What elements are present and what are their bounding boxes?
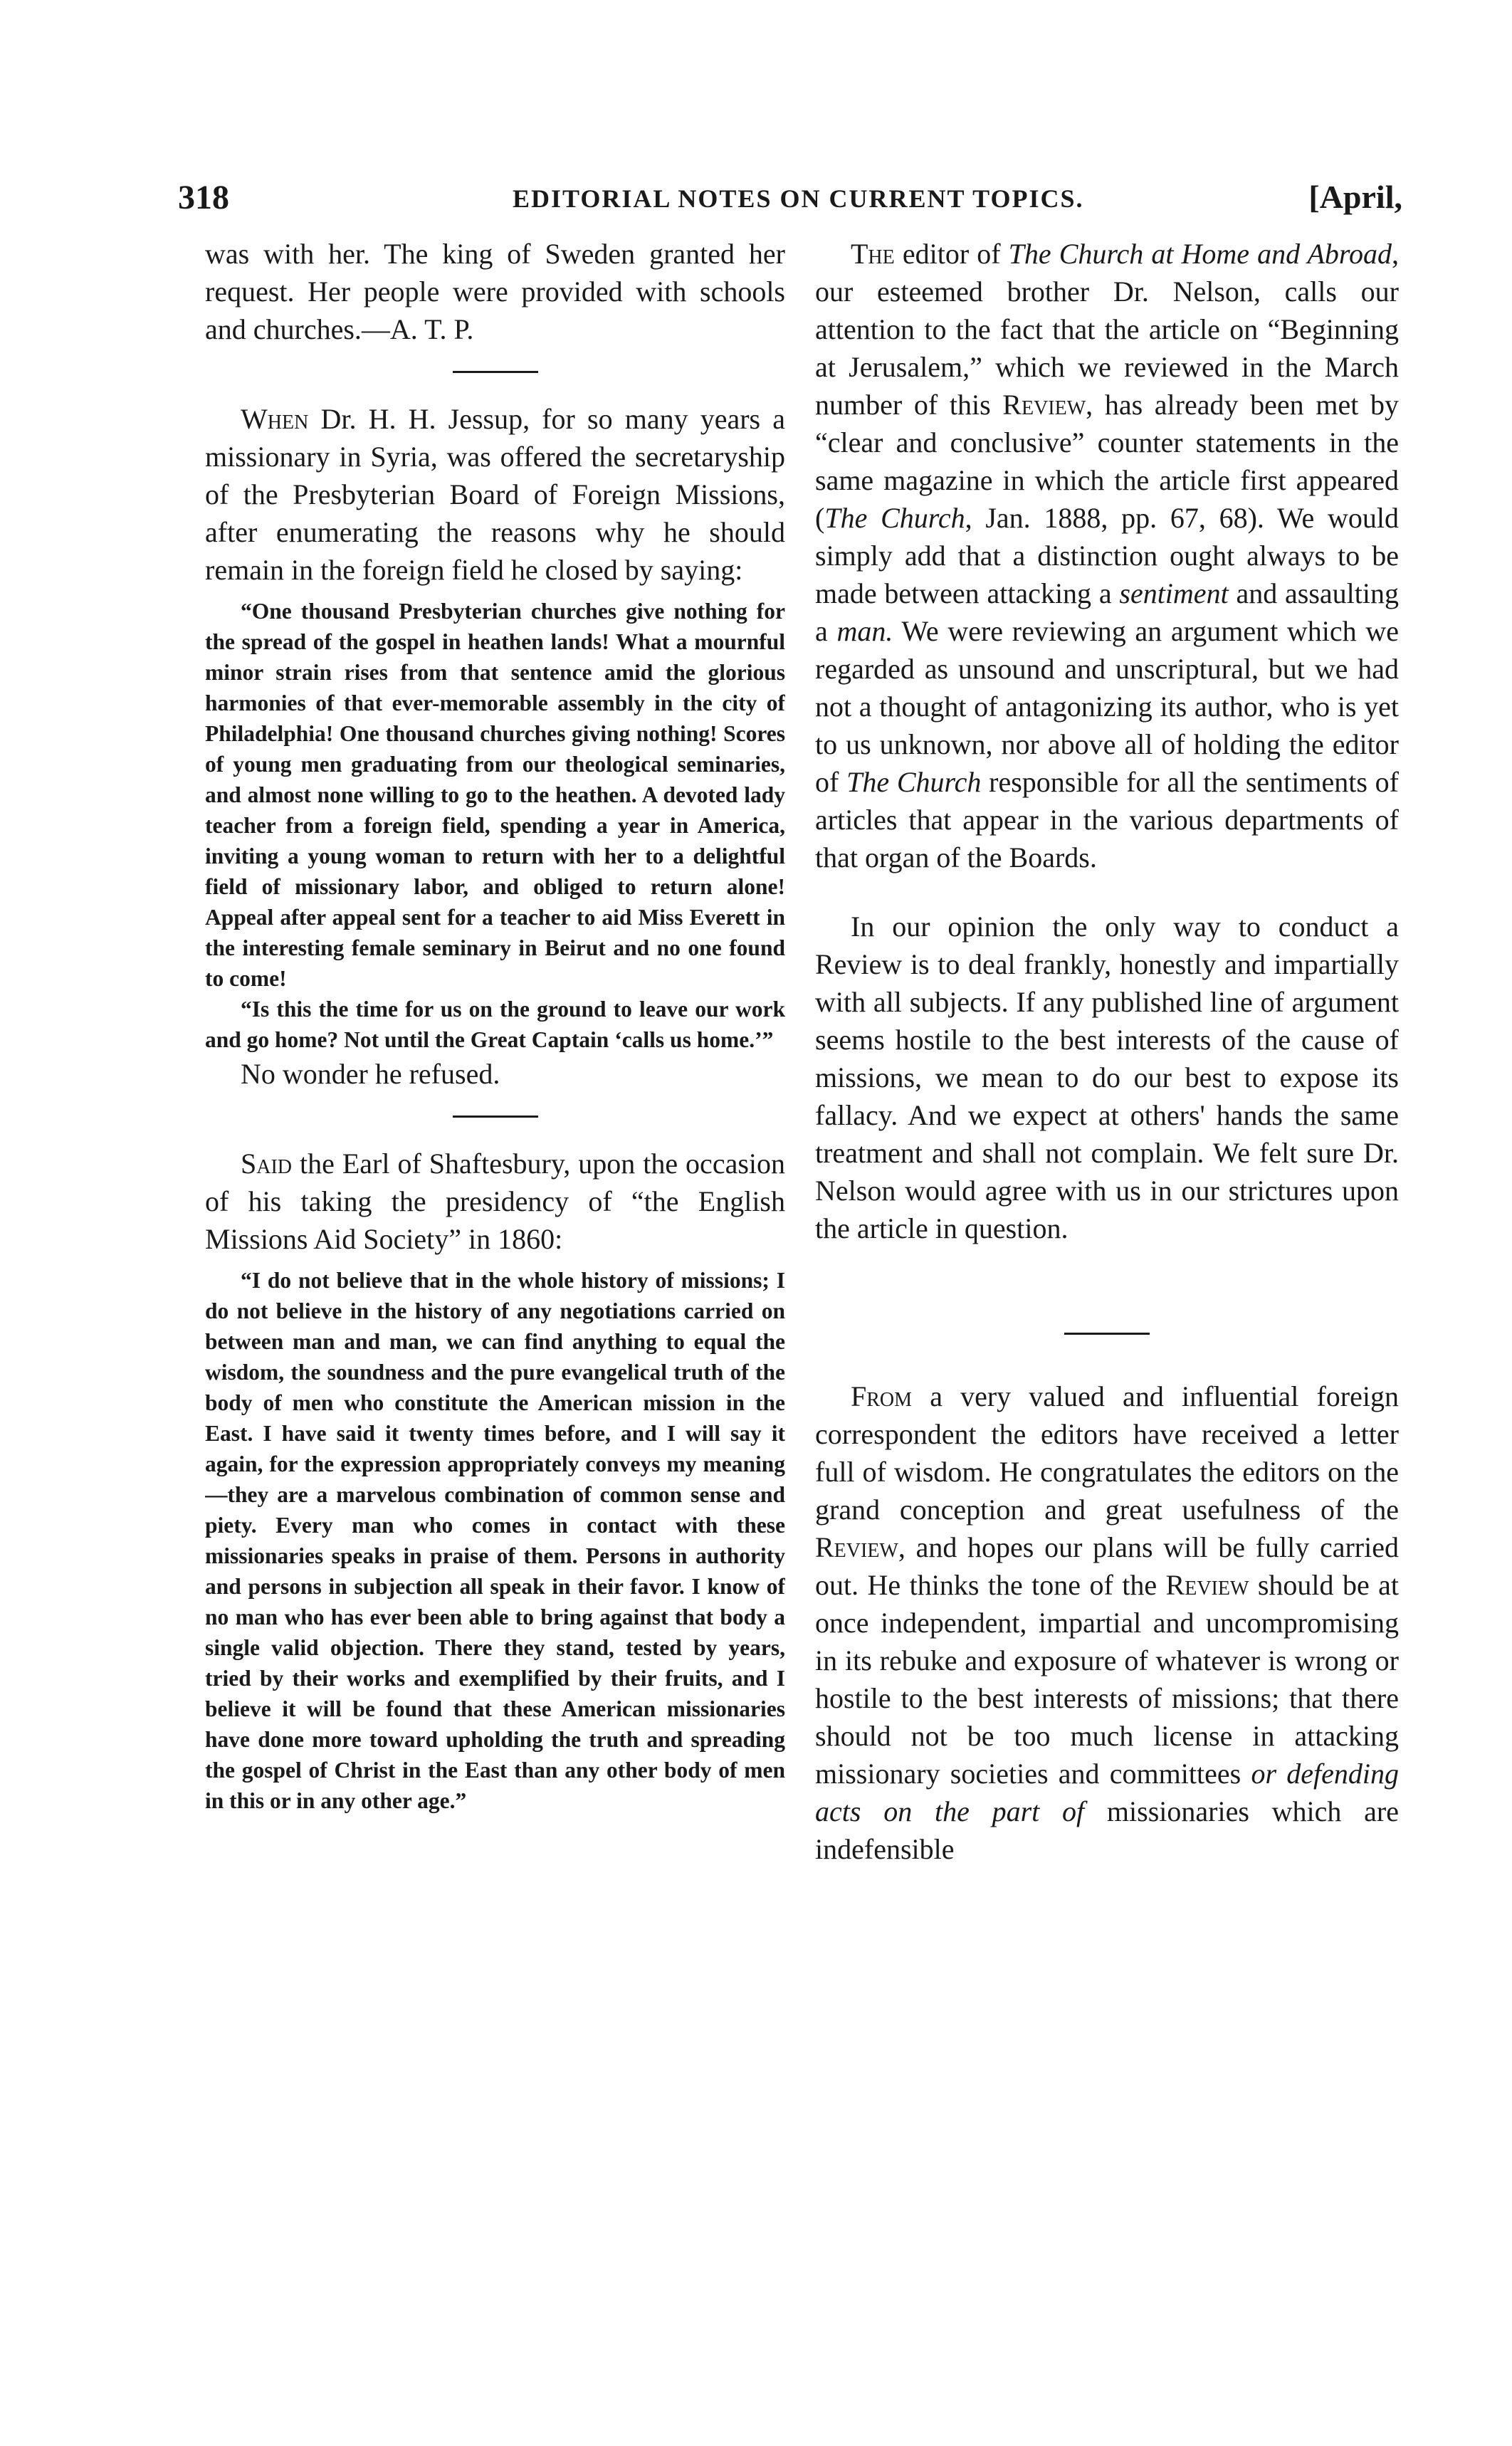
text-run: , our esteemed brother Dr. Nelson, calls our attention to the fact that the article on “Beginning at Jerusalem,” which we reviewed in the March number of this [815, 238, 1399, 421]
lead-word: When [241, 403, 309, 435]
text-run: responsible for all the sentiments of articles that appear in the various departments of that organ of the Boards. [815, 766, 1399, 873]
text-run: We were reviewing an argument which we regarded as unsound and unscriptural, but we had not a thought of antagonizing its author, who is yet to us unknown, nor above all of holding the editor of [815, 615, 1399, 798]
running-title: EDITORIAL NOTES ON CURRENT TOPICS. [513, 184, 1084, 213]
lead-word: Said [241, 1148, 293, 1180]
paragraph-refused: No wonder he refused. [241, 1058, 500, 1090]
paragraph-text: Dr. H. H. Jessup, for so many years a missionary in Syria, was offered the secretaryship of the Presbyterian Board of Foreign Missions, after enumerating the reasons why he should remain in the foreign field he closed by saying: [205, 403, 785, 586]
journal-citation: The Church [824, 502, 965, 534]
paragraph-jessup [205, 400, 785, 589]
emphasis-sentiment: sentiment [1119, 577, 1229, 609]
section-divider [453, 371, 538, 373]
section-divider [1064, 1333, 1150, 1335]
review-name: Review [1165, 1569, 1249, 1601]
text-run: , Jan. 1888, pp. 67, 68). We would simply add that a distinction ought always to be made between attacking a [815, 502, 1399, 609]
quote-shaftesbury: “I do not believe that in the whole history of missions; I do not believe in the history of any negotiations carried on between man and man, we can find anything to equal the wisdom, the soundness and the pure evangelical truth of the body of men who constitute the American mission in the East. I have said it twenty times before, and I will say it again, for the expression appropriately conveys my meaning—they are a marvelous combination of common sense and piety. Every man who comes in contact with these missionaries speaks in praise of them. Persons in authority and persons in subjection all speak in their favor. I know of no man who has ever been able to bring against that body a single valid objection. There they stand, tested by years, tried by their works and exemplified by their fruits, and I believe it will be found that these American missionaries have done more toward upholding the truth and spreading the gospel of Christ in the East than any other body of men in this or in any other age.” [205, 1268, 785, 1813]
paragraph-continued: was with her. The king of Sweden granted her request. Her people were provided with schools and churches.—A. T. P. [205, 238, 785, 345]
emphasis-man: man. [836, 615, 893, 647]
emphasis-defending: or defending acts on the part of [815, 1758, 1399, 1827]
text-run: should be at once independent, impartial and uncompromising in its rebuke and exposure of whatever is wrong or hostile to the best interests of missions; that there should not be too much license in attacking missionary societies and committees [815, 1569, 1399, 1790]
text-run: missionaries which are indefensible [815, 1795, 1399, 1865]
lead-word: The [851, 238, 895, 270]
paragraph-text: the Earl of Shaftesbury, upon the occasion of his taking the presidency of “the English Missions Aid Society” in 1860: [205, 1148, 785, 1255]
left-column [205, 235, 785, 2335]
text-run: and assaulting a [815, 577, 1399, 647]
text-run: , and hopes our plans will be fully carried out. He thinks the tone of the [815, 1531, 1399, 1601]
page-number: 318 [178, 179, 229, 216]
review-name: Review [815, 1531, 898, 1563]
paragraph-nelson [815, 235, 1399, 876]
issue-month: [April, [1308, 179, 1402, 215]
text-run: , has already been met by “clear and conclusive” counter statements in the same magazine in which the article first appeared ( [815, 389, 1399, 534]
paragraph-correspondent [815, 1377, 1399, 1868]
review-name: Review [1002, 389, 1086, 421]
lead-word: From [851, 1380, 913, 1412]
journal-title: The Church [846, 766, 982, 798]
journal-title: The Church at Home and Abroad [1008, 238, 1392, 270]
text-run: a very valued and influential foreign correspondent the editors have received a letter full of wisdom. He congratulates the editors on the grand conception and great usefulness of the [815, 1380, 1399, 1526]
text-run: editor of [894, 238, 1009, 270]
running-header [178, 178, 1402, 221]
paragraph-shaftesbury [205, 1145, 785, 1258]
right-column [815, 235, 1399, 2335]
quote-jessup-2: “Is this the time for us on the ground to leave our work and go home? Not until the Great Captain ‘calls us home.’” [205, 997, 785, 1052]
quote-jessup-1: “One thousand Presbyterian churches give nothing for the spread of the gospel in heathen lands! What a mournful minor strain rises from that sentence amid the glorious harmonies of that ever-memorable assembly in the city of Philadelphia! One thousand churches giving nothing! Scores of young men graduating from our theological seminaries, and almost none willing to go to the heathen. A devoted lady teacher from a foreign field, spending a year in America, inviting a young woman to return with her to a delightful field of missionary labor, and obliged to return alone! Appeal after appeal sent for a teacher to aid Miss Everett in the interesting female seminary in Beirut and no one found to come! [205, 599, 785, 991]
paragraph-opinion: In our opinion the only way to conduct a Review is to deal frankly, honestly and impartially with all subjects. If any published line of argument seems hostile to the best interests of the cause of missions, we mean to do our best to expose its fallacy. And we expect at others' hands the same treatment and shall not complain. We felt sure Dr. Nelson would agree with us in our strictures upon the article in question. [815, 910, 1399, 1244]
section-divider [453, 1116, 538, 1118]
